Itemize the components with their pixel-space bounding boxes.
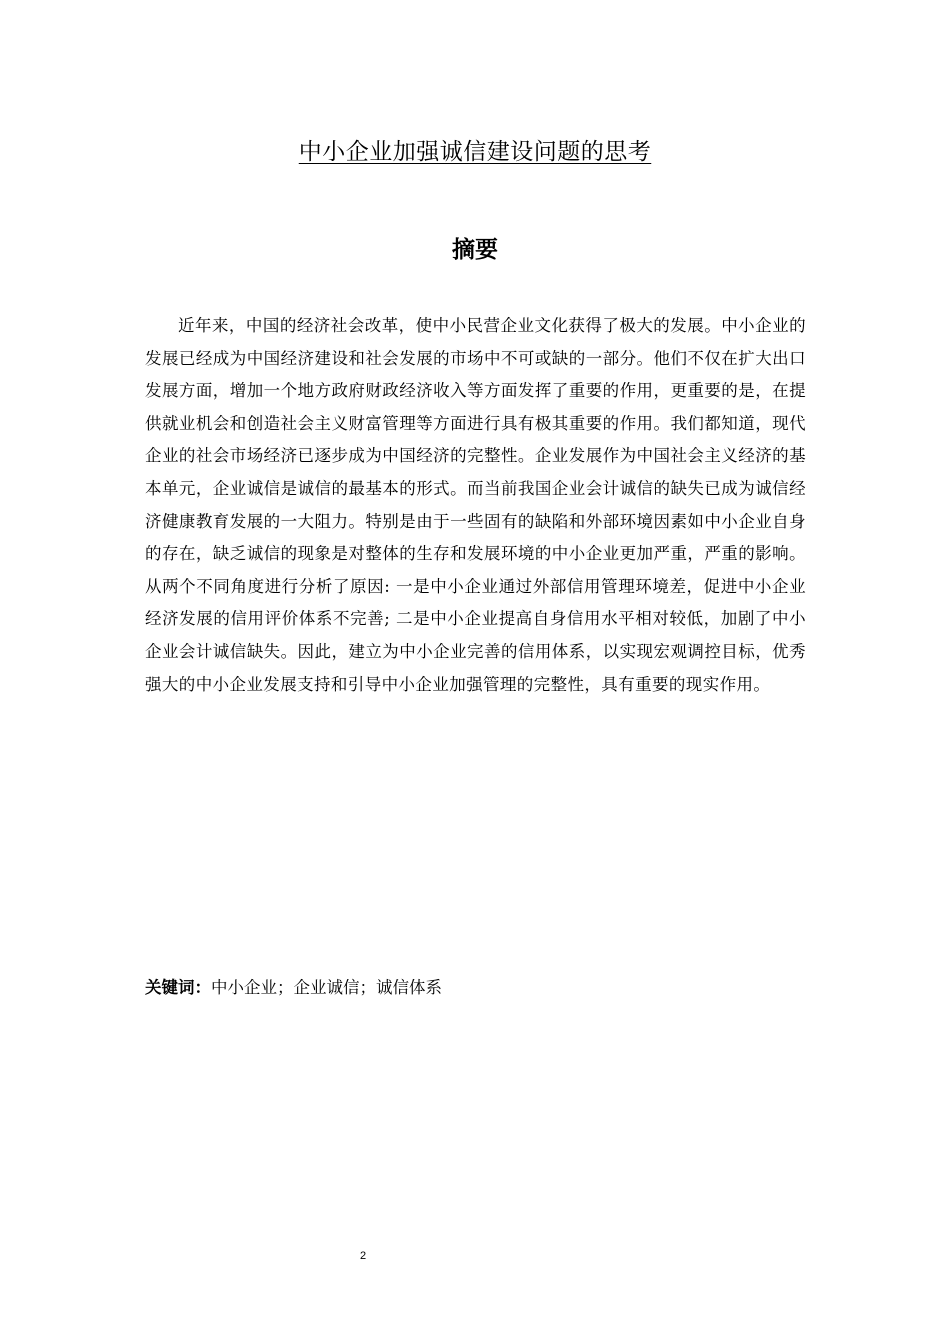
page-number: 2 xyxy=(359,1250,367,1262)
keywords-value: 中小企业；企业诚信；诚信体系 xyxy=(211,978,442,997)
document-title xyxy=(0,136,950,168)
keywords-label: 关键词： xyxy=(145,978,211,997)
keywords-line xyxy=(145,972,442,1004)
document-title-text: 中小企业加强诚信建设问题的思考 xyxy=(298,139,652,165)
abstract-body: 近年来，中国的经济社会改革，使中小民营企业文化获得了极大的发展。中小企业的发展已经成为中国经济建设和社会发展的市场中不可或缺的一部分。他们不仅在扩大出口发展方面，增加一个地方政府财政经济收入等方面发挥了重要的作用，更重要的是，在提供就业机会和创造社会主义财富管理等方面进行具有极其重要的作用。我们都知道，现代企业的社会市场经济已逐步成为中国经济的完整性。企业发展作为中国社会主义经济的基本单元，企业诚信是诚信的最基本的形式。而当前我国企业会计诚信的缺失已成为诚信经济健康教育发展的一大阻力。特别是由于一些固有的缺陷和外部环境因素如中小企业自身的存在，缺乏诚信的现象是对整体的生存和发展环境的中小企业更加严重，严重的影响。从两个不同角度进行分析了原因: 一是中小企业通过外部信用管理环境差，促进中小企业经济发展的信用评价体系不完善; 二是中小企业提高自身信用水平相对较低，加剧了中小企业会计诚信缺失。因此，建立为中小企业完善的信用体系，以实现宏观调控目标，优秀强大的中小企业发展支持和引导中小企业加强管理的完整性，具有重要的现实作用。 xyxy=(145,316,806,694)
abstract-heading: 摘要 xyxy=(452,237,498,263)
